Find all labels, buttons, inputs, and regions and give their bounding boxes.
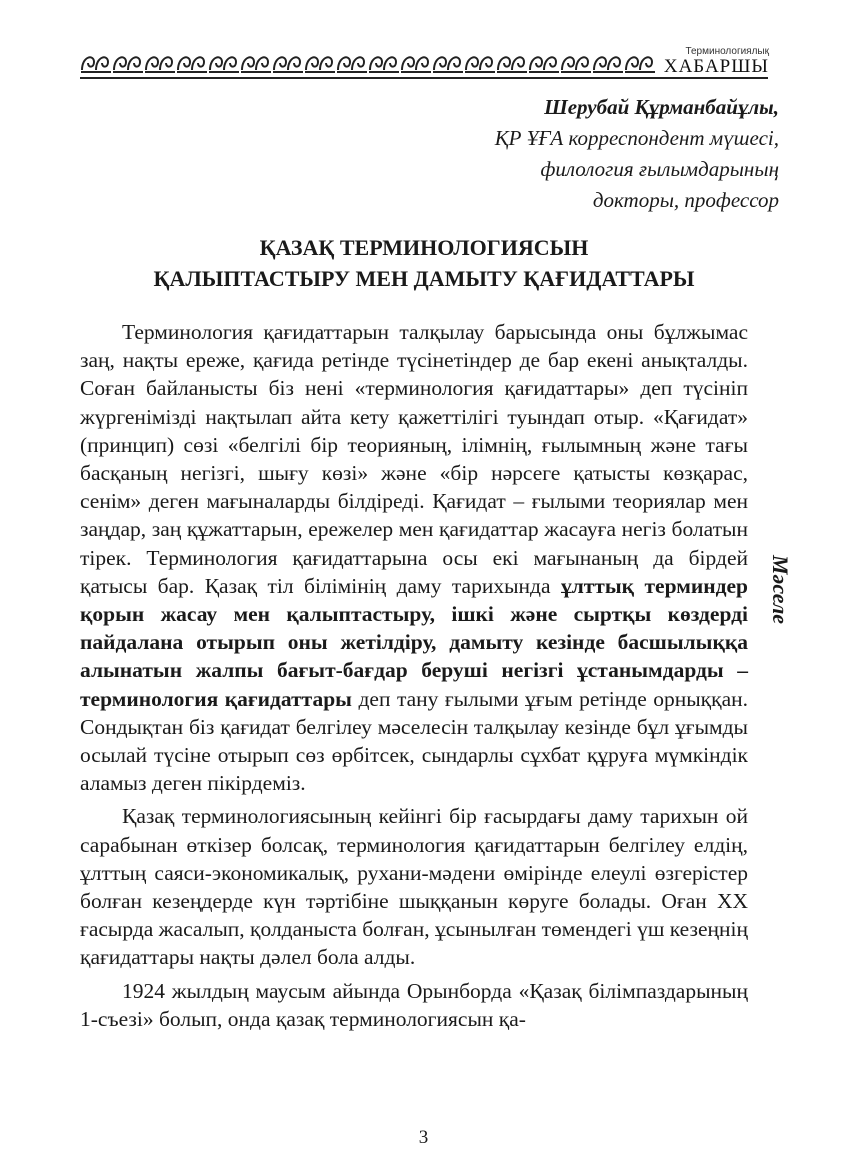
ornament-border-icon [80,46,658,76]
author-title-line: ҚР ҰҒА корреспондент мүшесі, [494,126,779,150]
paragraph: 1924 жылдың маусым айында Орынборда «Қазақ білімпаздарының 1-съезі» болып, онда қазақ терминологиясын қа- [80,978,748,1031]
article-title [80,232,768,294]
bold-definition: ұлттық терминдер қорын жасау мен қалыптастыру, ішкі және сыртқы көздерді пайдалана отырып оны жетілдіру, дамыту кезінде басшылыққа алынатын жалпы бағыт-бағдар беруші негізгі ұстанымдарды – терминология қағидаттары [80,573,748,711]
author-title-line: докторы, профессор [592,188,779,212]
journal-name-small: Терминологиялық [685,46,769,57]
author-block [279,92,779,216]
article-body [80,318,748,1038]
author-title-line: филология ғылымдарының [540,157,779,181]
page-number: 3 [418,1127,429,1148]
title-line: ҚАЛЫПТАСТЫРУ МЕН ДАМЫТУ ҚАҒИДАТТАРЫ [153,266,695,291]
journal-name: ХАБАРШЫ [663,56,769,77]
author-name: Шерубай Құрманбайұлы, [544,95,779,119]
title-line: ҚАЗАҚ ТЕРМИНОЛОГИЯСЫН [259,235,589,260]
paragraph: Терминология қағидаттарын талқылау барысында оны бұлжымас заң, нақты ереже, қағида ретінде түсінетіндер де бар екені анықталды. Соған байланысты біз нені «терминология қағидаттары» деп түсініп жүргенімізді нақтылап айта кету қажеттілігі туындап отыр. «Қағидат» (принцип) сөзі «белгілі бір теорияның, ілімнің, ғылымның және тағы басқаның негізгі, шығу көзі» және «бір нәрсеге қатысты көзқарас, сенім» деген мағыналарды білдіреді. Қағидат – ғылыми теориялар мен заңдар, заң құжаттарын, ережелер мен қағидаттар жасауға негіз болатын тірек. Терминология қағидаттарына осы екі мағынаның да бірдей қатысы бар. Қазақ тіл білімінің даму тарихында ұлттық терминдер қорын жасау мен қалыптастыру, ішкі және сыртқы көздерді пайдалана отырып оны жетілдіру, дамыту кезінде басшылыққа алынатын жалпы бағыт-бағдар беруші негізгі ұстанымдарды – терминология қағидаттары деп тану ғылыми ұғым ретінде орныққан. Сондықтан біз қағидат белгілеу мәселесін талқылау кезінде бұл ұғымды осылай түсіне отырып сөз өрбітсек, сындарлы сұхбат құруға мүмкіндік аламыз деген пікірдеміз. [80,320,748,796]
paragraph: Қазақ терминологиясының кейінгі бір ғасырдағы даму тарихын ой сарабынан өткізер болсақ, терминология қағидаттарын белгілеу елдің, ұлттың саяси-экономикалық, рухани-мәдени өмірінде елеулі өзгерістер болған кезеңдерде күн тәртібіне шыққанын көруге болады. Оған ХХ ғасырда жасалып, қолданыста болған, ұсынылған төмендегі үш кезеңнің қағидаттары нақты дәлел бола алды. [80,804,749,970]
section-tab: Мәселе [768,555,793,625]
